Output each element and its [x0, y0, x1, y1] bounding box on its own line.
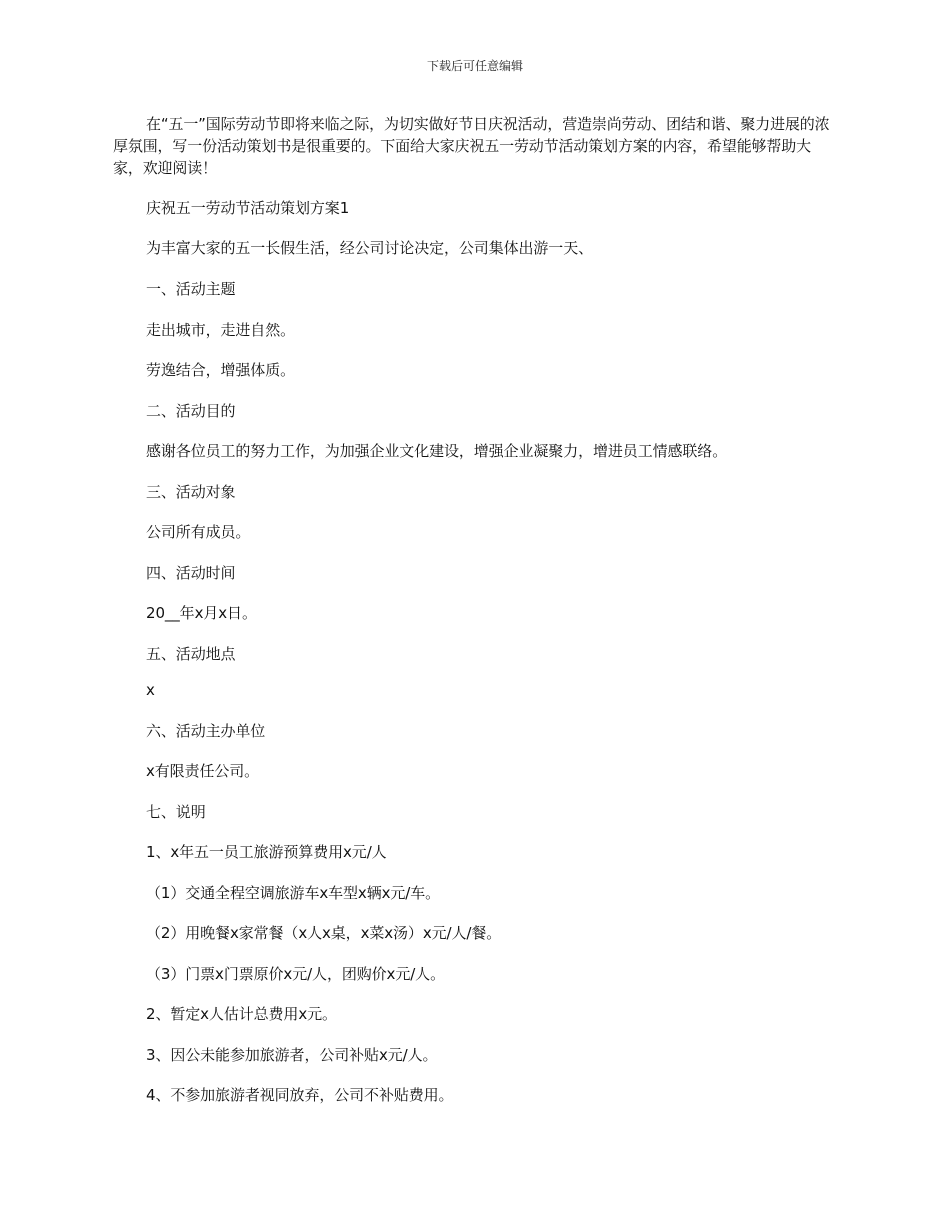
paragraph: 三、活动对象: [146, 483, 236, 501]
paragraph: 20__年x月x日。: [146, 604, 257, 622]
paragraph: 2、暂定x人估计总费用x元。: [146, 1005, 337, 1023]
paragraph: 公司所有成员。: [146, 523, 251, 541]
paragraph: 一、活动主题: [146, 280, 236, 298]
paragraph: 五、活动地点: [146, 645, 236, 663]
paragraph: （3）门票x门票原价x元/人，团购价x元/人。: [146, 965, 445, 983]
paragraph: 四、活动时间: [146, 564, 236, 582]
document-body: [113, 113, 838, 199]
paragraph: 六、活动主办单位: [146, 722, 266, 740]
paragraph: 二、活动目的: [146, 402, 236, 420]
intro-paragraph: 在“五一”国际劳动节即将来临之际，为切实做好节日庆祝活动，营造崇尚劳动、团结和谐、聚力进展的浓厚氛围，写一份活动策划书是很重要的。下面给大家庆祝五一劳动节活动策划方案的内容，希望能够帮助大家，欢迎阅读！: [113, 115, 830, 177]
paragraph: x有限责任公司。: [146, 762, 260, 780]
paragraph: 为丰富大家的五一长假生活，经公司讨论决定，公司集体出游一天、: [146, 239, 594, 257]
paragraph: 感谢各位员工的努力工作，为加强企业文化建设，增强企业凝聚力，增进员工情感联络。: [146, 442, 728, 460]
paragraph: 走出城市，走进自然。: [146, 321, 296, 339]
paragraph: 1、x年五一员工旅游预算费用x元/人: [146, 843, 387, 861]
paragraph: 4、不参加旅游者视同放弃，公司不补贴费用。: [146, 1086, 454, 1104]
paragraph: 庆祝五一劳动节活动策划方案1: [146, 199, 350, 217]
paragraph: 劳逸结合，增强体质。: [146, 361, 296, 379]
paragraph: （2）用晚餐x家常餐（x人x桌，x菜x汤）x元/人/餐。: [146, 924, 502, 942]
paragraph: x: [146, 681, 155, 699]
paragraph: 3、因公未能参加旅游者，公司补贴x元/人。: [146, 1046, 438, 1064]
page-header: 下载后可任意编辑: [426, 59, 523, 73]
paragraph: 七、说明: [146, 803, 206, 821]
paragraph: （1）交通全程空调旅游车x车型x辆x元/车。: [146, 884, 441, 902]
